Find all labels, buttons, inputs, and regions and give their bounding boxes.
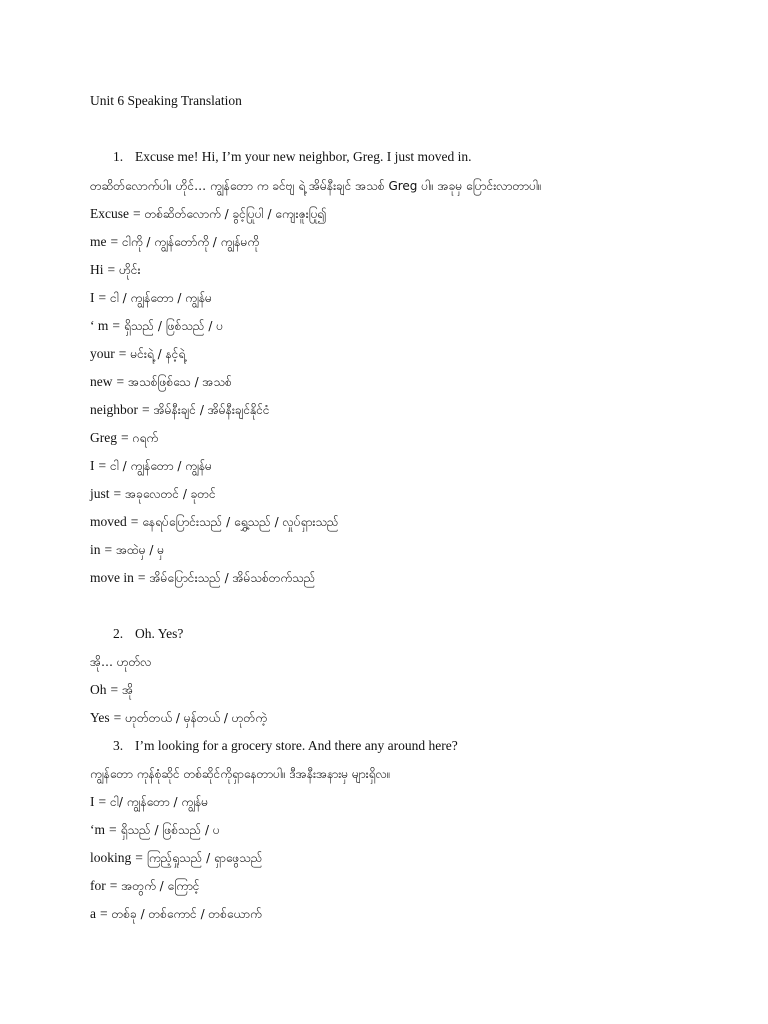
vocab-term: Greg [90,430,117,445]
vocab-item: ‘m = ရှိသည် / ဖြစ်သည် / ပ [90,822,220,837]
vocab-meaning: အသစ်ဖြစ်သေ / အသစ် [128,375,232,389]
vocab-meaning: တစ်ခု / တစ်ကောင် / တစ်ယောက် [111,907,262,921]
vocab-item: for = အတွက် / ကြောင့် [90,878,200,893]
sentence-2 [113,626,183,642]
sentence-number: 1. [113,149,124,164]
sentence-text: Oh. Yes? [135,626,184,641]
vocab-meaning: တစ်ဆိတ်လောက် / ခွင့်ပြုပါ / ကျေးဇူးပြု၍ [144,207,327,221]
sentence-3 [113,738,458,754]
vocab-meaning: မင်းရဲ့ / နင့်ရဲ့ [130,347,186,361]
vocab-term: for [90,878,106,893]
vocab-item: moved = နေရပ်ပြောင်းသည် / ရွှေ့သည် / လှုပ်ရှားသည် [90,514,339,529]
sentence-number: 2. [113,626,124,641]
vocab-meaning: ဂရက် [132,431,159,445]
vocab-meaning: ရှိသည် / ဖြစ်သည် / ပ [120,823,220,837]
translation-2: အို… ဟုတ်လ [90,655,152,669]
translation-3: ကျွန်တော ကုန်စုံဆိုင် တစ်ဆိုင်ကိုရှာနေတာပါ။ ဒီအနီးအနားမှ များရှိလ။ [90,767,391,781]
vocab-term: I [90,794,95,809]
vocab-term: ‘ m [90,318,109,333]
sentence-text: Excuse me! Hi, I’m your new neighbor, Greg. I just moved in. [135,149,472,164]
vocab-meaning: နေရပ်ပြောင်းသည် / ရွှေ့သည် / လှုပ်ရှားသည် [142,515,339,529]
vocab-meaning: ရှိသည် / ဖြစ်သည် / ပ [124,319,224,333]
vocab-item: Yes = ဟုတ်တယ် / မှန်တယ် / ဟုတ်ကဲ့ [90,710,267,725]
vocab-item: me = ငါကို / ကျွန်တော်ကို / ကျွန်မကို [90,234,260,249]
vocab-item: looking = ကြည့်ရှုသည် / ရှာဖွေသည် [90,850,263,865]
vocab-term: just [90,486,110,501]
vocab-item: I = ငါ / ကျွန်တော / ကျွန်မ [90,458,212,473]
vocab-meaning: ကြည့်ရှုသည် / ရှာဖွေသည် [146,851,263,865]
vocab-term: new [90,374,113,389]
vocab-meaning: ဟိုင်း [119,263,141,277]
vocab-term: move in [90,570,134,585]
vocab-meaning: အခုလေတင် / ခုတင် [125,487,216,501]
vocab-item: move in = အိမ်ပြောင်းသည် / အိမ်သစ်တက်သည် [90,570,316,585]
vocab-term: ‘m [90,822,105,837]
vocab-meaning: ငါ / ကျွန်တော / ကျွန်မ [110,291,212,305]
document-title: Unit 6 Speaking Translation [90,93,242,108]
vocab-meaning: ငါကို / ကျွန်တော်ကို / ကျွန်မကို [122,235,260,249]
vocab-term: your [90,346,115,361]
vocab-term: me [90,234,107,249]
sentence-number: 3. [113,738,124,753]
vocab-term: Excuse [90,206,129,221]
vocab-term: Yes [90,710,110,725]
vocab-term: looking [90,850,132,865]
vocab-term: Oh [90,682,107,697]
vocab-meaning: ငါ / ကျွန်တော / ကျွန်မ [110,459,212,473]
vocab-term: neighbor [90,402,138,417]
vocab-meaning: အိမ်နီးချင် / အိမ်နီးချင်နိုင်ငံ [153,403,270,417]
sentence-1 [113,149,472,165]
vocab-meaning: အထဲမှ / မှ [116,543,165,557]
vocab-item: new = အသစ်ဖြစ်သေ / အသစ် [90,374,232,389]
vocab-item: just = အခုလေတင် / ခုတင် [90,486,216,501]
vocab-meaning: အတွက် / ကြောင့် [121,879,200,893]
vocab-item: I = ငါ / ကျွန်တော / ကျွန်မ [90,290,212,305]
vocab-item: your = မင်းရဲ့ / နင့်ရဲ့ [90,346,186,361]
vocab-term: Hi [90,262,104,277]
vocab-meaning: ဟုတ်တယ် / မှန်တယ် / ဟုတ်ကဲ့ [125,711,267,725]
vocab-meaning: ငါ/ ကျွန်တော / ကျွန်မ [110,795,209,809]
vocab-meaning: အို [122,683,134,697]
vocab-item: I = ငါ/ ကျွန်တော / ကျွန်မ [90,794,209,809]
vocab-term: moved [90,514,127,529]
vocab-term: I [90,458,95,473]
vocab-item: Excuse = တစ်ဆိတ်လောက် / ခွင့်ပြုပါ / ကျေးဇူးပြု၍ [90,206,327,221]
vocab-item: in = အထဲမှ / မှ [90,542,165,557]
vocab-term: in [90,542,101,557]
vocab-term: I [90,290,95,305]
vocab-item: ‘ m = ရှိသည် / ဖြစ်သည် / ပ [90,318,224,333]
vocab-item: a = တစ်ခု / တစ်ကောင် / တစ်ယောက် [90,906,262,921]
sentence-text: I’m looking for a grocery store. And there any around here? [135,738,458,753]
vocab-item: neighbor = အိမ်နီးချင် / အိမ်နီးချင်နိုင်ငံ [90,402,270,417]
vocab-item: Greg = ဂရက် [90,430,159,445]
translation-1: တဆိတ်လောက်ပါ။ ဟိုင်… ကျွန်တော က ခင်ဗျ ရဲ့ အိမ်နီးချင် အသစ် Greg ပါ။ အခုမှ ပြောင်းလာတာပါ။ [90,179,542,193]
vocab-item: Oh = အို [90,682,134,697]
vocab-item: Hi = ဟိုင်း [90,262,141,277]
vocab-term: a [90,906,96,921]
vocab-meaning: အိမ်ပြောင်းသည် / အိမ်သစ်တက်သည် [149,571,316,585]
